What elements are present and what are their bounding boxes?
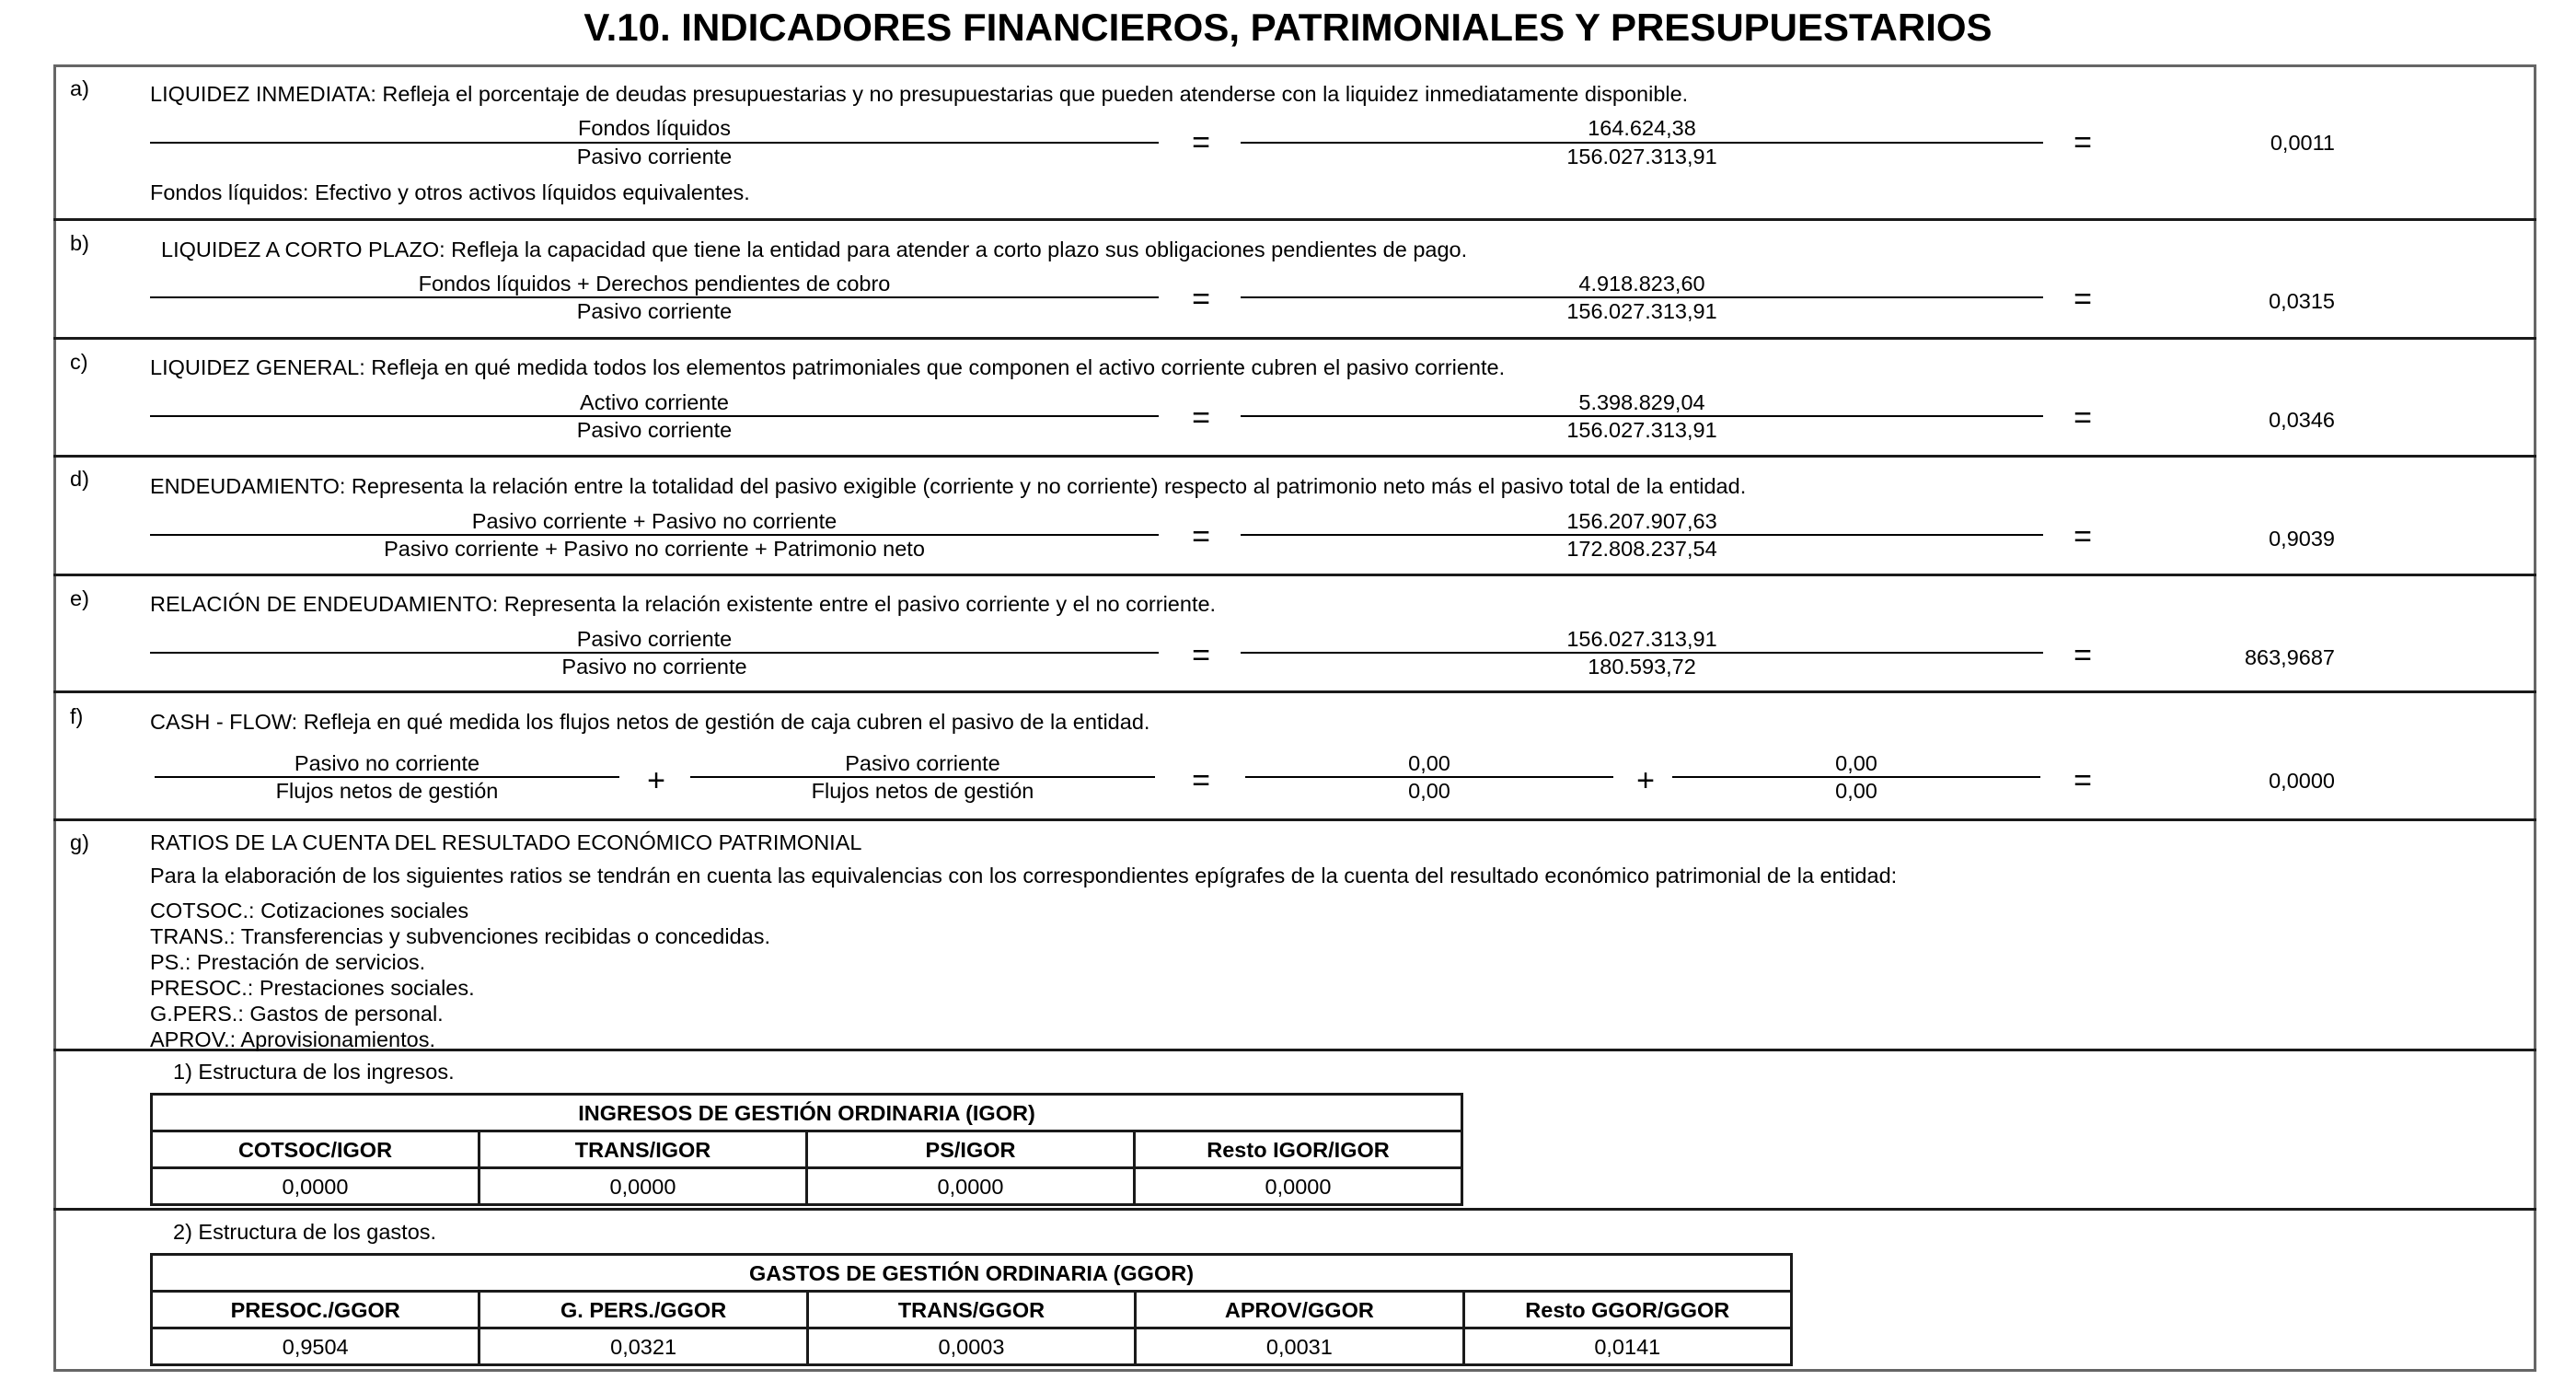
ingresos-table (150, 1093, 1463, 1206)
equals-sign: = (1192, 400, 1210, 435)
equals-sign: = (2074, 763, 2092, 798)
denominator-value: 172.808.237,54 (1566, 537, 1717, 561)
column-header: PRESOC./GGOR (152, 1292, 479, 1328)
abbreviation-item: PS.: Prestación de servicios. (150, 950, 426, 974)
denominator-label: Pasivo corriente (576, 299, 733, 323)
term1-numerator: Pasivo no corriente (294, 751, 480, 775)
section-letter: c) (70, 350, 88, 374)
term1-denominator: Flujos netos de gestión (275, 779, 499, 803)
equals-sign: = (2074, 282, 2092, 317)
equals-sign: = (2074, 125, 2092, 160)
section-divider (53, 690, 2536, 693)
equals-sign: = (1192, 282, 1210, 317)
gastos-caption: 2) Estructura de los gastos. (173, 1220, 437, 1244)
term2-denominator: Flujos netos de gestión (811, 779, 1034, 803)
indicator-result: 0,0315 (2269, 289, 2335, 313)
abbreviation-item: COTSOC.: Cotizaciones sociales (150, 899, 469, 922)
section-letter: a) (70, 76, 89, 100)
section-intro: Para la elaboración de los siguientes ratios se tendrán en cuenta las equivalencias con los correspondientes epígrafes de la cuenta del resultado económico patrimonial de la entidad: (150, 864, 1898, 887)
table-cell: 0,0003 (807, 1328, 1135, 1365)
section-divider (53, 218, 2536, 221)
denominator-value: 156.027.313,91 (1566, 418, 1717, 442)
section-divider (53, 818, 2536, 821)
term2-numerator: Pasivo corriente (845, 751, 1000, 775)
column-header: COTSOC/IGOR (152, 1131, 479, 1168)
column-header: TRANS/IGOR (479, 1131, 807, 1168)
denominator-value: 180.593,72 (1588, 655, 1696, 679)
section-letter: d) (70, 467, 89, 491)
denominator-label: Pasivo no corriente (561, 655, 747, 679)
equals-sign: = (2074, 519, 2092, 554)
equals-sign: = (1192, 125, 1210, 160)
column-header: Resto GGOR/GGOR (1463, 1292, 1791, 1328)
table-cell: 0,0321 (479, 1328, 807, 1365)
indicator-result: 0,0000 (2269, 769, 2335, 793)
abbreviation-item: G.PERS.: Gastos de personal. (150, 1002, 444, 1026)
equals-sign: = (2074, 400, 2092, 435)
table-title: GASTOS DE GESTIÓN ORDINARIA (GGOR) (152, 1255, 1792, 1292)
section-description: LIQUIDEZ A CORTO PLAZO: Refleja la capacidad que tiene la entidad para atender a corto plazo sus obligaciones pendientes de pago. (161, 238, 1468, 261)
denominator-value: 156.027.313,91 (1566, 145, 1717, 168)
section-heading: RATIOS DE LA CUENTA DEL RESULTADO ECONÓMICO PATRIMONIAL (150, 830, 862, 854)
equals-sign: = (1192, 519, 1210, 554)
numerator-label: Pasivo corriente (576, 627, 733, 651)
page-title: V.10. INDICADORES FINANCIEROS, PATRIMONIALES Y PRESUPUESTARIOS (583, 6, 1993, 49)
gastos-table (150, 1253, 1793, 1366)
numerator-value: 5.398.829,04 (1578, 390, 1705, 414)
indicator-result: 0,0346 (2269, 408, 2335, 432)
column-header: APROV/GGOR (1136, 1292, 1463, 1328)
section-divider (53, 1208, 2536, 1211)
denominator-value: 156.027.313,91 (1566, 299, 1717, 323)
column-header: PS/IGOR (807, 1131, 1135, 1168)
section-letter: g) (70, 830, 89, 854)
numerator-value: 4.918.823,60 (1578, 272, 1705, 296)
value2-denominator: 0,00 (1835, 779, 1877, 803)
section-letter: f) (70, 704, 84, 728)
value2-numerator: 0,00 (1835, 751, 1877, 775)
column-header: TRANS/GGOR (807, 1292, 1135, 1328)
numerator-value: 156.207.907,63 (1566, 509, 1717, 533)
table-title-row (152, 1095, 1462, 1131)
denominator-label: Pasivo corriente + Pasivo no corriente + Patrimonio neto (384, 537, 925, 561)
table-row (152, 1168, 1462, 1205)
plus-sign: + (647, 763, 665, 798)
table-cell: 0,0000 (1135, 1168, 1462, 1205)
abbreviation-item: TRANS.: Transferencias y subvenciones recibidas o concedidas. (150, 924, 770, 948)
section-divider (53, 455, 2536, 458)
section-description: RELACIÓN DE ENDEUDAMIENTO: Representa la relación existente entre el pasivo corriente y el no corriente. (150, 592, 1217, 616)
table-cell: 0,0000 (152, 1168, 479, 1205)
column-header: G. PERS./GGOR (479, 1292, 807, 1328)
value1-numerator: 0,00 (1408, 751, 1450, 775)
table-header-row (152, 1131, 1462, 1168)
column-header: Resto IGOR/IGOR (1135, 1131, 1462, 1168)
denominator-label: Pasivo corriente (576, 145, 733, 168)
equals-sign: = (1192, 763, 1210, 798)
table-title-row (152, 1255, 1792, 1292)
section-description: ENDEUDAMIENTO: Representa la relación entre la totalidad del pasivo exigible (corriente y no corriente) respecto al patrimonio neto más el pasivo total de la entidad. (150, 474, 1747, 498)
section-description: CASH - FLOW: Refleja en qué medida los flujos netos de gestión de caja cubren el pasivo de la entidad. (150, 710, 1150, 734)
numerator-label: Activo corriente (580, 390, 729, 414)
indicator-result: 0,0011 (2270, 131, 2335, 155)
numerator-label: Fondos líquidos + Derechos pendientes de cobro (418, 272, 891, 296)
abbreviation-item: PRESOC.: Prestaciones sociales. (150, 976, 475, 1000)
table-cell: 0,0031 (1136, 1328, 1463, 1365)
section-letter: e) (70, 586, 89, 610)
plus-sign: + (1636, 763, 1655, 798)
table-header-row (152, 1292, 1792, 1328)
numerator-label: Fondos líquidos (578, 116, 731, 140)
section-description: LIQUIDEZ GENERAL: Refleja en qué medida todos los elementos patrimoniales que componen el activo corriente cubren el pasivo corriente. (150, 355, 1506, 379)
ingresos-caption: 1) Estructura de los ingresos. (173, 1060, 455, 1084)
table-title: INGRESOS DE GESTIÓN ORDINARIA (IGOR) (152, 1095, 1462, 1131)
denominator-label: Pasivo corriente (576, 418, 733, 442)
table-cell: 0,9504 (152, 1328, 479, 1365)
numerator-value: 164.624,38 (1588, 116, 1696, 140)
abbreviation-item: APROV.: Aprovisionamientos. (150, 1027, 436, 1051)
value1-denominator: 0,00 (1408, 779, 1450, 803)
section-divider (53, 337, 2536, 340)
numerator-label: Pasivo corriente + Pasivo no corriente (471, 509, 837, 533)
section-letter: b) (70, 231, 89, 255)
table-cell: 0,0141 (1463, 1328, 1791, 1365)
table-cell: 0,0000 (479, 1168, 807, 1205)
section-description: LIQUIDEZ INMEDIATA: Refleja el porcentaje de deudas presupuestarias y no presupuestarias que pueden atenderse con la liquidez inmediatamente disponible. (150, 82, 1689, 106)
section-divider (53, 574, 2536, 576)
section-note: Fondos líquidos: Efectivo y otros activos líquidos equivalentes. (150, 180, 750, 204)
table-row (152, 1328, 1792, 1365)
numerator-value: 156.027.313,91 (1566, 627, 1717, 651)
table-cell: 0,0000 (807, 1168, 1135, 1205)
equals-sign: = (2074, 638, 2092, 673)
indicator-result: 863,9687 (2244, 645, 2335, 669)
indicator-result: 0,9039 (2269, 527, 2335, 551)
equals-sign: = (1192, 638, 1210, 673)
